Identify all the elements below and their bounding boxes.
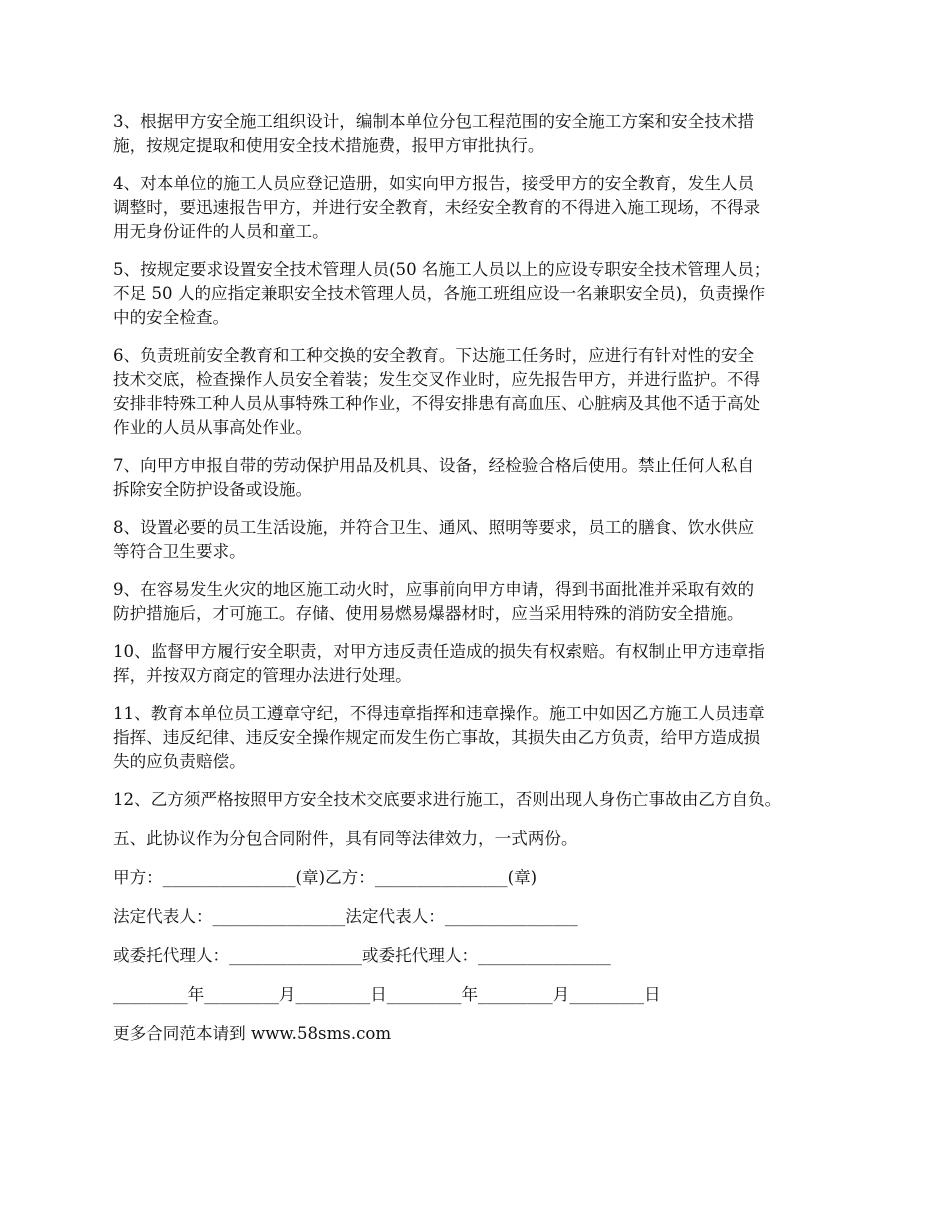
footer-link-text: 更多合同范本请到 www.58sms.com bbox=[113, 1024, 392, 1043]
clause-7: 7、向甲方申报自带的劳动保护用品及机具、设备，经检验合格后使用。禁止任何人私自 拆除安全防护设备或设施。 bbox=[113, 456, 755, 499]
clause-11: 11、教育本单位员工遵章守纪，不得违章指挥和违章操作。施工中如因乙方施工人员违章 指挥、违反纪律、违反安全操作规定而发生伤亡事故，其损失由乙方负责，给甲方造成损 失的应负责赔偿。 bbox=[113, 704, 765, 771]
clause-8: 8、设置必要的员工生活设施，并符合卫生、通风、照明等要求，员工的膳食、饮水供应 等符合卫生要求。 bbox=[113, 518, 755, 561]
signature-agent-line: 或委托代理人：________________或委托代理人：________________ bbox=[113, 946, 611, 965]
clause-12: 12、乙方须严格按照甲方安全技术交底要求进行施工，否则出现人身伤亡事故由乙方自负。 bbox=[113, 790, 782, 809]
signature-date-line: _________年_________月_________日_________年_________月_________日 bbox=[113, 985, 661, 1004]
clause-5: 5、按规定要求设置安全技术管理人员(50 名施工人员以上的应设专职安全技术管理人员； 不足 50 人的应指定兼职安全技术管理人员，各施工班组应设一名兼职安全员)，负责操作 中的安全检查。 bbox=[113, 260, 771, 327]
clause-9: 9、在容易发生火灾的地区施工动火时，应事前向甲方申请，得到书面批准并采取有效的 防护措施后，才可施工。存储、使用易燃易爆器材时，应当采用特殊的消防安全措施。 bbox=[113, 580, 755, 623]
clause-3: 3、根据甲方安全施工组织设计，编制本单位分包工程范围的安全施工方案和安全技术措 施，按规定提取和使用安全技术措施费，报甲方审批执行。 bbox=[113, 112, 755, 155]
signature-representative-line: 法定代表人：________________法定代表人：________________ bbox=[113, 907, 578, 926]
signature-party-line: 甲方：________________(章)乙方：________________(章) bbox=[113, 868, 538, 887]
clause-6: 6、负责班前安全教育和工种交换的安全教育。下达施工任务时，应进行有针对性的安全 技术交底，检查操作人员安全着装；发生交叉作业时，应先报告甲方，并进行监护。不得 安排非特殊工种人员从事特殊工种作业，不得安排患有高血压、心脏病及其他不适于高处 作业的人员从事高处作业。 bbox=[113, 346, 761, 437]
clause-10: 10、监督甲方履行安全职责，对甲方违反责任造成的损失有权索赔。有权制止甲方违章指 挥，并按双方商定的管理办法进行处理。 bbox=[113, 642, 765, 685]
section-5-validity: 五、此协议作为分包合同附件，具有同等法律效力，一式两份。 bbox=[113, 829, 578, 848]
clause-4: 4、对本单位的施工人员应登记造册，如实向甲方报告，接受甲方的安全教育，发生人员 调整时，要迅速报告甲方，并进行安全教育，未经安全教育的不得进入施工现场，不得录 用无身份证件的人员和童工。 bbox=[113, 174, 761, 241]
